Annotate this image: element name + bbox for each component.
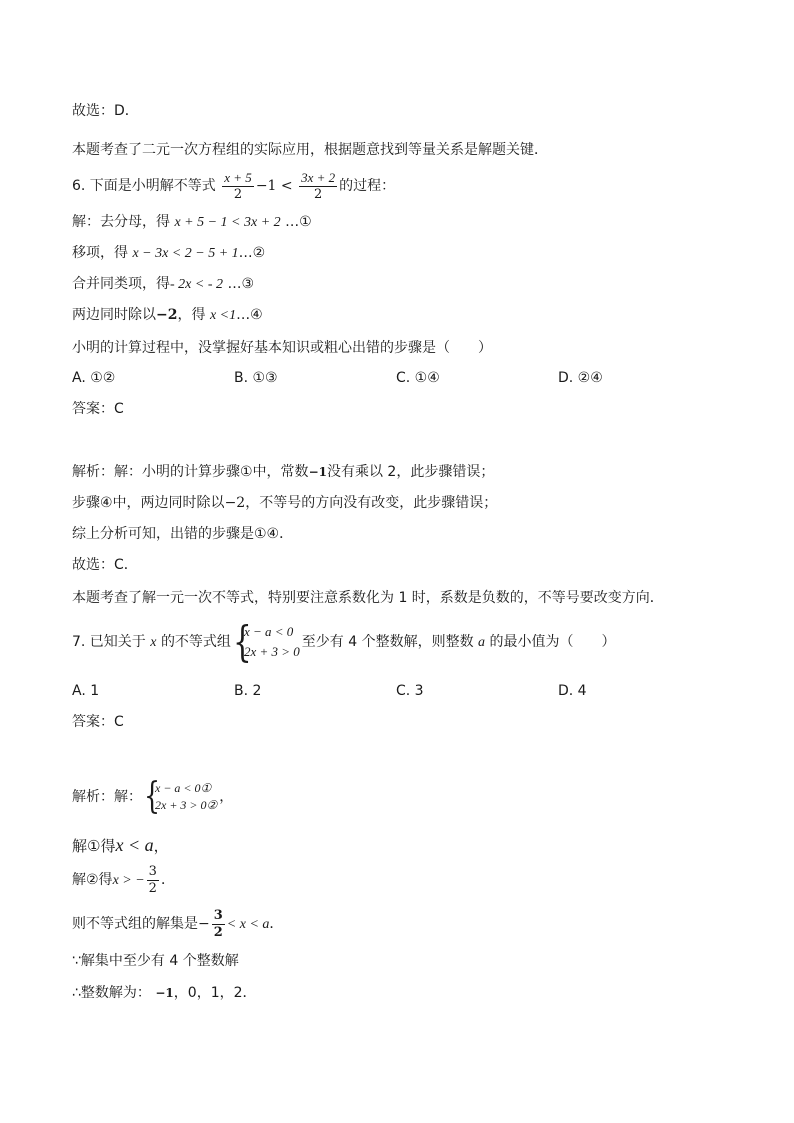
inequality-system: { x − a < 0① 2x + 3 > 0②	[144, 776, 218, 817]
question-7-stem: 7. 已知关于 x 的不等式组 { x − a < 0 2x + 3 > 0 至少有 4 个整数解，则整数 a 的最小值为（ ）	[72, 617, 616, 666]
analysis-line: 解①得x < a，	[72, 835, 169, 855]
analysis-line: 解析：解： { x − a < 0① 2x + 3 > 0② ，	[72, 776, 234, 817]
option-c[interactable]: C. ①④	[396, 370, 440, 386]
option-a[interactable]: A. ①②	[72, 370, 116, 386]
analysis-line: 本题考查了解一元一次不等式，特别要注意系数化为 1 时，系数是负数的，不等号要改变方向．	[72, 590, 664, 606]
option-a[interactable]: A. 1	[72, 683, 100, 699]
analysis-line: 故选：C．	[72, 557, 138, 573]
step-line: 解：去分母，得 x + 5 − 1 < 3x + 2 …①	[72, 214, 312, 230]
analysis-line: ∵解集中至少有 4 个整数解	[72, 953, 239, 969]
analysis-line: 步骤④中，两边同时除以−2，不等号的方向没有改变，此步骤错误；	[72, 495, 498, 511]
fraction: $\frac{x + 5}{2}$	[224, 169, 252, 202]
fraction: $\frac{3}{2}$	[213, 907, 223, 940]
step-line: 移项，得 x − 3x < 2 − 5 + 1…②	[72, 245, 266, 261]
text-line: 本题考查了二元一次方程组的实际应用，根据题意找到等量关系是解题关键．	[72, 142, 548, 158]
text-line: 故选：D．	[72, 103, 139, 119]
fraction: $\frac{3}{2}$	[148, 863, 157, 896]
fraction: $\frac{3x + 2}{2}$	[301, 169, 336, 202]
step-line: 两边同时除以−2，得 x <1…④	[72, 307, 263, 323]
option-b[interactable]: B. ①③	[234, 370, 278, 386]
step-line: 合并同类项，得- 2x < - 2 …③	[72, 276, 255, 292]
analysis-line: ∴整数解为： −1，0，1，2．	[72, 985, 257, 1001]
option-c[interactable]: C. 3	[396, 683, 424, 699]
option-d[interactable]: D. 4	[558, 683, 587, 699]
analysis-line: 解析：解：小明的计算步骤①中，常数−1没有乘以 2，此步骤错误；	[72, 464, 495, 480]
option-b[interactable]: B. 2	[234, 683, 262, 699]
option-d[interactable]: D. ②④	[558, 370, 603, 386]
answer-line: 答案：C	[72, 401, 124, 417]
analysis-line: 则不等式组的解集是− $\frac{3}{2}$ < x < a．	[72, 907, 284, 940]
analysis-line: 综上分析可知，出错的步骤是①④．	[72, 526, 294, 542]
question-6-prompt: 小明的计算过程中，没掌握好基本知识或粗心出错的步骤是（ ）	[72, 340, 492, 356]
question-6-stem: 6. 下面是小明解不等式 $\frac{x + 5}{2}$ −1 < $\frac{3x + 2}{2}$ 的过程：	[72, 169, 396, 202]
analysis-line: 解②得x > − $\frac{3}{2}$ ．	[72, 863, 175, 896]
inequality-system: { x − a < 0 2x + 3 > 0	[232, 617, 300, 666]
answer-line: 答案：C	[72, 714, 124, 730]
